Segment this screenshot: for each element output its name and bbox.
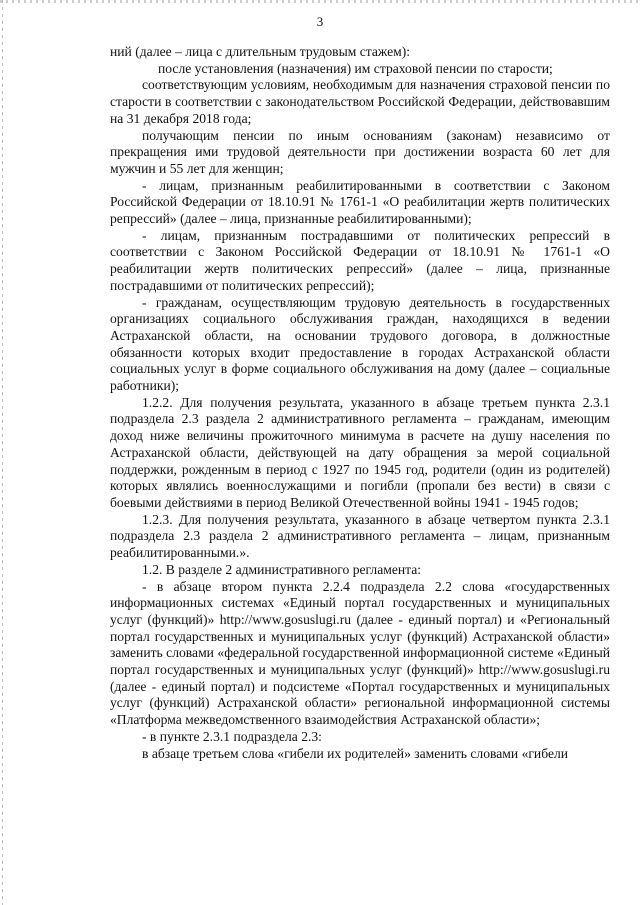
paragraph-1-2-3: 1.2.3. Для получения результата, указанного в абзаце четвертом пункта 2.3.1 подраздела 2.3 раздела 2 административного регламента – лицам, признанным реабилитированными.». bbox=[110, 511, 610, 561]
paragraph-section-2: 1.2. В разделе 2 административного регламента: bbox=[142, 561, 422, 577]
paragraph-third-abzac: в абзаце третьем слова «гибели их родителей» заменить словами «гибели bbox=[142, 745, 569, 761]
scan-artifact-left-edge bbox=[2, 0, 3, 905]
paragraph-2-2-4: - в абзаце втором пункта 2.2.4 подраздела 2.2 слова «государственных информационных системах «Единый портал государственных и муниципальных услуг (функций)» http://www.gosuslugi.ru (далее - единый портал) и «Региональный портал государственных и муниципальных услуг (функций) Астраханской области» заменить словами «федеральной государственной информационной системе «Единый портал государственных и муниципальных услуг (функций)» http://www.gosuslugi.ru (далее - единый портал) и подсистеме «Портал государственных и муниципальных услуг (функций) Астраханской области» региональной информационной системы «Платформа межведомственного взаимодействия Астраханской области»; bbox=[110, 578, 610, 728]
paragraph-2-3-1: - в пункте 2.3.1 подраздела 2.3: bbox=[142, 728, 322, 744]
paragraph-social-workers: - гражданам, осуществляющим трудовую деятельность в государственных организациях социального обслуживания граждан, находящихся в ведении Астраханской области, на основании трудового договора, в должностные обязанности которых входит предоставление в городах Астраханской области социальных услуг в форме социального обслуживания на дому (далее – социальные работники); bbox=[110, 294, 610, 394]
paragraph-conditions: соответствующим условиям, необходимым для назначения страховой пенсии по старости в соответствии с законодательством Российской Федерации, действовавшим на 31 декабря 2018 года; bbox=[110, 77, 610, 126]
paragraph-continuation: ний (далее – лица с длительным трудовым стажем): bbox=[110, 44, 411, 59]
paragraph-1-2-2: 1.2.2. Для получения результата, указанного в абзаце третьем пункта 2.3.1 подраздела 2.3 раздела 2 административного регламента – гражданам, имеющим доход ниже величины прожиточного минимума в расчете на душу населения по Астраханской области, действующей на дату обращения за мерой социальной поддержки, рожденным в период с 1927 по 1945 год, родители (один из родителей) которых являлись военнослужащими и погибли (пропали без вести) в связи с боевыми действиями в период Великой Отечественной войны 1941 - 1945 годов; bbox=[110, 394, 610, 510]
paragraph-after-pension: после установления (назначения) им страховой пенсии по старости; bbox=[158, 60, 553, 76]
paragraph-other-pensions: получающим пенсии по иным основаниям (законам) независимо от прекращения ими трудовой деятельности при достижении возраста 60 лет для мужчин и 55 лет для женщин; bbox=[110, 127, 610, 176]
page-number: 3 bbox=[316, 14, 324, 29]
paragraph-rehabilitated: - лицам, признанным реабилитированными в соответствии с Законом Российской Федерации от 18.10.91 № 1761-1 «О реабилитации жертв политических репрессий» (далее – лица, признанные реабилитированными); bbox=[110, 177, 610, 227]
scan-artifact-top bbox=[0, 0, 640, 3]
paragraph-repressed: - лицам, признанным пострадавшими от политических репрессий в соответствии с Законом Российской Федерации от 18.10.91 № 1761-1 «О реабилитации жертв политических репрессий» (далее – лица, признанные пострадавшими от политических репрессий); bbox=[110, 227, 610, 293]
document-body bbox=[110, 44, 610, 762]
